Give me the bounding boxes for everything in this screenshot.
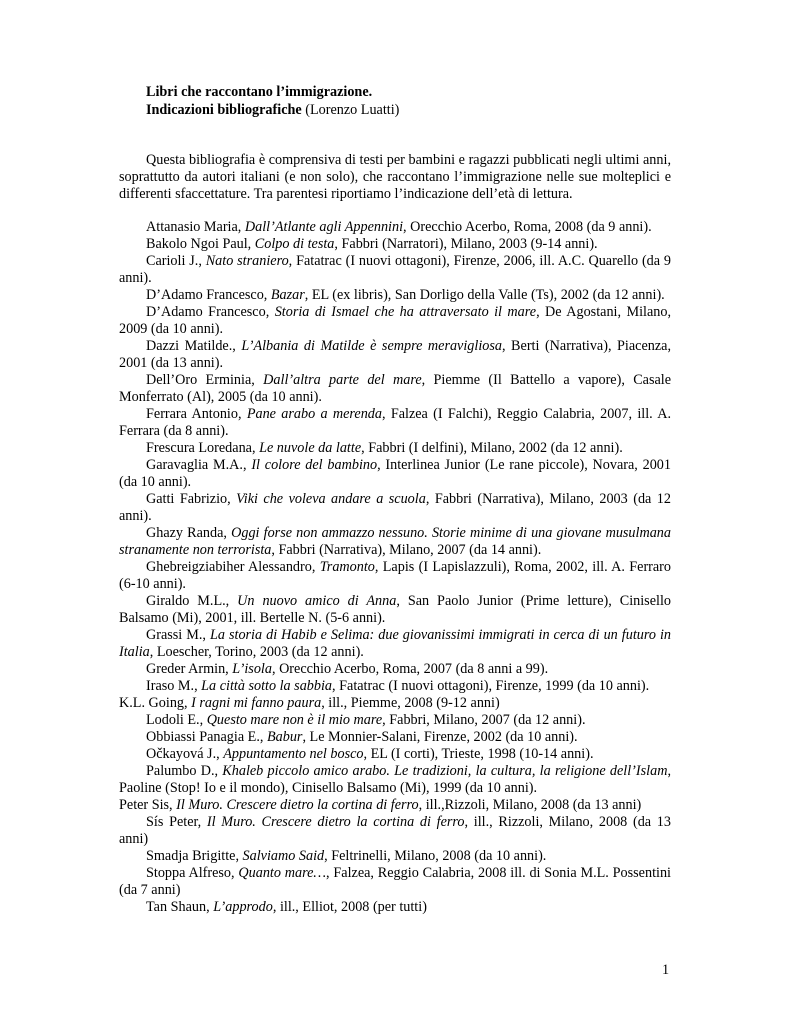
title-line-2 [146,101,399,119]
entry-details: , Fabbri (Narrativa), Milano, 2007 (da 14 anni). [271,542,542,558]
entry-title: Salviamo Said [242,848,325,864]
bibliography-entry [119,236,671,253]
entry-author: Lodoli E., [146,712,207,728]
entry-details: , Falzea (I Falchi), Reggio Calabria, 2007, ill. A. Ferrara (da 8 anni). [119,406,671,439]
entry-details: , Paoline (Stop! Io e il mondo), Cinisello Balsamo (Mi), 1999 (da 10 anni). [119,763,671,796]
entry-title: Quanto mare… [238,865,327,881]
bibliography-entry [119,729,671,746]
entry-author: Tan Shaun, [146,899,214,915]
entry-title: L’approdo [213,899,273,915]
entry-author: Stoppa Alfreso, [146,865,239,881]
entry-author: Ferrara Antonio, [146,406,247,422]
entry-details: , Le Monnier-Salani, Firenze, 2002 (da 10 anni). [302,729,578,745]
entry-author: Carioli J., [146,253,206,269]
entry-title: Tramonto [319,559,375,575]
entry-title: Bazar [270,287,305,303]
entry-author: D’Adamo Francesco, [146,304,275,320]
entry-author: Peter Sis, [119,797,177,813]
entry-details: , Orecchio Acerbo, Roma, 2008 (da 9 anni). [403,219,652,235]
entry-details: , ill., Rizzoli, Milano, 2008 (da 13 anni) [119,814,671,847]
entry-details: , Fatatrac (I nuovi ottagoni), Firenze, 2006, ill. A.C. Quarello (da 9 anni). [119,253,672,286]
page-number: 1 [662,962,670,978]
entry-author: Greder Armin, [146,661,233,677]
entry-author: Frescura Loredana, [146,440,260,456]
entry-title: Nato straniero [205,253,289,269]
bibliography-entry [119,338,671,372]
entry-details: , Orecchio Acerbo, Roma, 2007 (da 8 anni a 99). [271,661,549,677]
entry-details: , Berti (Narrativa), Piacenza, 2001 (da 13 anni). [119,338,671,371]
entry-title: L’isola [232,661,272,677]
entry-title: L’Albania di Matilde è sempre meravigliosa [241,338,502,354]
entry-title: Storia di Ismael che ha attraversato il mare [274,304,537,320]
entry-title: La storia di Habib e Selima: due giovanissimi immigrati in cerca di un futuro in Italia [119,627,671,660]
entry-author: Garavaglia M.A., [146,457,252,473]
entry-author: Ghazy Randa, [146,525,232,541]
bibliography-entry [119,661,671,678]
entry-details: , San Paolo Junior (Prime letture), Cinisello Balsamo (Mi), 2001, ill. Bertelle N. (5-6 anni). [119,593,671,626]
entry-author: Bakolo Ngoi Paul, [146,236,255,252]
entry-details: , Fatatrac (I nuovi ottagoni), Firenze, 1999 (da 10 anni). [332,678,650,694]
bibliography-entry [119,627,671,661]
bibliography-entry [119,457,671,491]
entry-title: Il Muro. Crescere dietro la cortina di ferro [206,814,465,830]
title-subtitle: Indicazioni bibliografiche [146,102,302,118]
bibliography-entry [119,253,671,287]
title-line-1 [146,83,399,101]
entry-details: , Piemme (Il Battello a vapore), Casale Monferrato (Al), 2005 (da 10 anni). [119,372,672,405]
bibliography-entry [119,899,671,916]
bibliography-entry [119,712,671,729]
bibliography-entry [119,406,671,440]
bibliography-entry [119,559,671,593]
entry-title: Le nuvole da latte [259,440,362,456]
entry-author: Attanasio Maria, [146,219,245,235]
entry-details: , EL (ex libris), San Dorligo della Valle (Ts), 2002 (da 12 anni). [304,287,665,303]
bibliography-entry [119,848,671,865]
entry-details: , Falzea, Reggio Calabria, 2008 ill. di Sonia M.L. Possentini (da 7 anni) [119,865,671,898]
entry-author: Dazzi Matilde., [146,338,242,354]
bibliography-entry [119,219,671,236]
entry-author: Gatti Fabrizio, [146,491,237,507]
bibliography-entry [119,491,671,525]
bibliography-entry [119,525,671,559]
entry-title: Dall’Atlante agli Appennini [244,219,404,235]
entry-details: , Loescher, Torino, 2003 (da 12 anni). [149,644,364,660]
entry-title: Dall’altra parte del mare [263,372,422,388]
entry-title: Il Muro. Crescere dietro la cortina di ferro [176,797,419,813]
entry-title: Un nuovo amico di Anna [237,593,397,609]
bibliography-entry [119,678,671,695]
entry-title: Viki che voleva andare a scuola [236,491,426,507]
entry-title: Babur [266,729,303,745]
entry-author: Sís Peter, [146,814,207,830]
bibliography-entry [119,746,671,763]
bibliography-entry [119,695,671,712]
bibliography-entry [119,865,671,899]
entry-title: Appuntamento nel bosco [223,746,364,762]
bibliography-entry [119,763,671,797]
entry-author: Dell’Oro Erminia, [146,372,264,388]
entry-author: K.L. Going, [119,695,192,711]
bibliography-list [119,219,671,916]
entry-details: , Fabbri (Narrativa), Milano, 2003 (da 12 anni). [119,491,671,524]
entry-title: Il colore del bambino [251,457,378,473]
entry-title: Oggi forse non ammazzo nessuno. Storie minime di una giovane musulmana stranamente non terrorista [119,525,671,558]
entry-details: , Feltrinelli, Milano, 2008 (da 10 anni). [324,848,547,864]
bibliography-entry [119,304,671,338]
title-main: Libri che raccontano l’immigrazione. [146,84,373,100]
title-author: (Lorenzo Luatti) [301,102,400,118]
document-title [146,83,399,119]
entry-author: Smadja Brigitte, [146,848,243,864]
entry-details: , Interlinea Junior (Le rane piccole), Novara, 2001 (da 10 anni). [119,457,671,490]
entry-details: , ill.,Rizzoli, Milano, 2008 (da 13 anni) [418,797,642,813]
entry-title: I ragni mi fanno paura [191,695,322,711]
entry-title: La città sotto la sabbia [201,678,333,694]
bibliography-entry [119,593,671,627]
entry-details: , ill., Piemme, 2008 (9-12 anni) [321,695,500,711]
entry-author: Grassi M., [146,627,210,643]
bibliography-entry [119,797,671,814]
intro-paragraph: Questa bibliografia è comprensiva di testi per bambini e ragazzi pubblicati negli ultimi anni, soprattutto da autori italiani (e non solo), che raccontano l’immigrazione nelle sue molteplici e differenti sfaccettature. Tra parentesi riportiamo l’indicazione dell’età di lettura. [119,152,671,202]
entry-title: Colpo di testa [254,236,335,252]
entry-details: , EL (I corti), Trieste, 1998 (10-14 anni). [363,746,594,762]
entry-author: D’Adamo Francesco, [146,287,271,303]
entry-author: Očkayová J., [146,746,224,762]
bibliography-entry [119,372,671,406]
bibliography-entry [119,287,671,304]
entry-title: Questo mare non è il mio mare [206,712,383,728]
entry-author: Ghebreigziabiher Alessandro, [146,559,320,575]
bibliography-entry [119,440,671,457]
entry-details: , Lapis (I Lapislazzuli), Roma, 2002, ill. A. Ferraro (6-10 anni). [119,559,672,592]
bibliography-entry [119,814,671,848]
entry-details: , ill., Elliot, 2008 (per tutti) [272,899,427,915]
entry-title: Pane arabo a merenda [246,406,382,422]
entry-author: Giraldo M.L., [146,593,238,609]
entry-author: Obbiassi Panagia E., [146,729,267,745]
entry-details: , De Agostani, Milano, 2009 (da 10 anni). [119,304,671,337]
entry-details: , Fabbri, Milano, 2007 (da 12 anni). [382,712,586,728]
entry-title: Khaleb piccolo amico arabo. Le tradizioni, la cultura, la religione dell’Islam [222,763,668,779]
entry-details: , Fabbri (Narratori), Milano, 2003 (9-14 anni). [334,236,598,252]
entry-author: Iraso M., [146,678,202,694]
entry-details: , Fabbri (I delfini), Milano, 2002 (da 12 anni). [361,440,623,456]
entry-author: Palumbo D., [146,763,223,779]
